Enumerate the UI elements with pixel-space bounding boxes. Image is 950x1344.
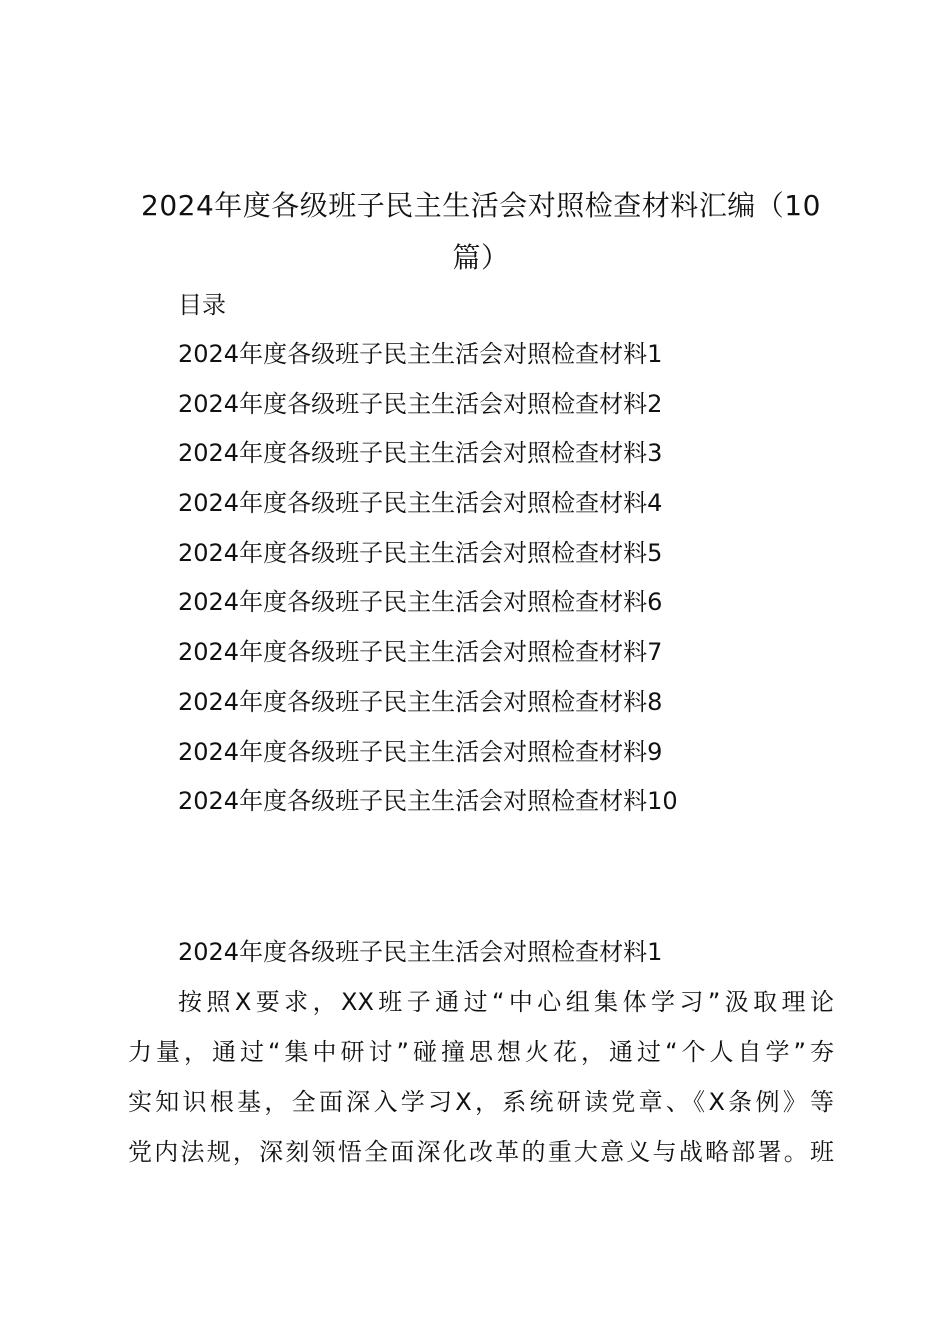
section-title: 2024年度各级班子民主生活会对照检查材料1	[178, 938, 663, 966]
toc-item: 2024年度各级班子民主生活会对照检查材料4	[178, 489, 663, 518]
table-of-contents	[178, 334, 678, 831]
toc-item: 2024年度各级班子民主生活会对照检查材料2	[178, 389, 663, 418]
toc-item: 2024年度各级班子民主生活会对照检查材料9	[178, 737, 663, 766]
body-paragraph	[128, 980, 834, 1180]
body-line: 党内法规，深刻领悟全面深化改革的重大意义与战略部署。班	[128, 1138, 834, 1166]
toc-heading: 目录	[178, 291, 226, 319]
toc-item: 2024年度各级班子民主生活会对照检查材料1	[178, 340, 663, 368]
toc-item: 2024年度各级班子民主生活会对照检查材料8	[178, 687, 663, 716]
toc-item: 2024年度各级班子民主生活会对照检查材料3	[178, 439, 663, 468]
toc-item: 2024年度各级班子民主生活会对照检查材料6	[178, 588, 663, 617]
toc-item: 2024年度各级班子民主生活会对照检查材料10	[178, 787, 678, 816]
body-line: 按照X要求，XX班子通过“中心组集体学习”汲取理论	[178, 988, 834, 1016]
toc-item: 2024年度各级班子民主生活会对照检查材料7	[178, 638, 663, 667]
toc-item: 2024年度各级班子民主生活会对照检查材料5	[178, 538, 663, 567]
body-line: 力量，通过“集中研讨”碰撞思想火花，通过“个人自学”夯	[128, 1038, 834, 1066]
document-title: 2024年度各级班子民主生活会对照检查材料汇编（10篇）	[141, 189, 821, 274]
body-line: 实知识根基，全面深入学习X，系统研读党章、《X条例》等	[128, 1088, 834, 1116]
